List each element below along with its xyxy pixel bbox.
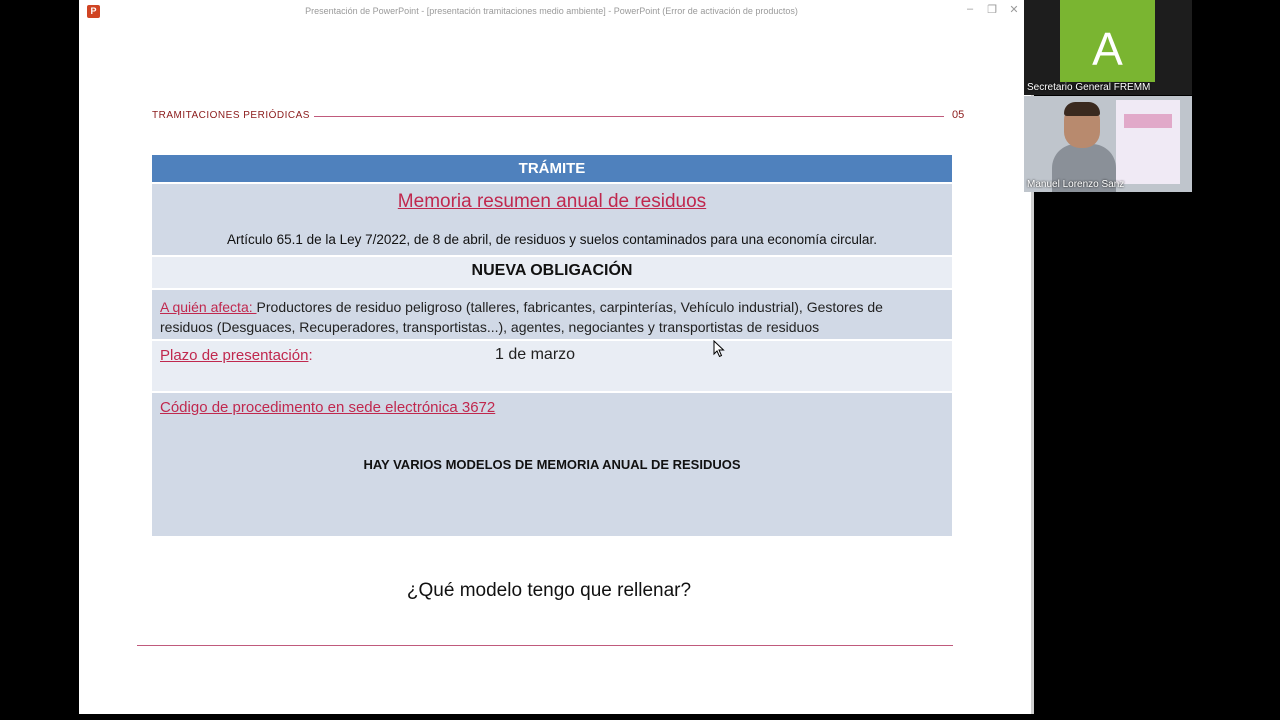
- participant-name: Manuel Lorenzo Sanz: [1027, 179, 1125, 190]
- slide-canvas: [79, 24, 1032, 714]
- window-controls: [964, 3, 1020, 16]
- nueva-obligacion: NUEVA OBLIGACIÓN: [471, 262, 633, 279]
- table-row: [152, 290, 952, 339]
- plazo-value: 1 de marzo: [495, 346, 576, 363]
- participant-name: Secretario General FREMM: [1027, 82, 1151, 93]
- page-number: 05: [952, 109, 965, 121]
- top-divider: [314, 116, 944, 117]
- section-title: TRAMITACIONES PERIÓDICAS: [152, 110, 310, 121]
- mouse-pointer-icon: [713, 340, 725, 358]
- minimize-button[interactable]: –: [966, 3, 974, 15]
- afecta-label: A quién afecta:: [160, 299, 257, 315]
- tramite-table: [152, 155, 952, 536]
- background-poster: [1116, 100, 1180, 184]
- afecta-cell: [160, 297, 932, 337]
- powerpoint-icon: P: [87, 5, 100, 18]
- table-row: [152, 257, 952, 288]
- articulo-text: Artículo 65.1 de la Ley 7/2022, de 8 de abril, de residuos y suelos contaminados para una economía circular.: [227, 232, 877, 247]
- powerpoint-title-bar: [79, 0, 1024, 25]
- window-title: Presentación de PowerPoint - [presentación tramitaciones medio ambiente] - PowerPoint (Error de activación de productos): [305, 6, 798, 16]
- table-row: [152, 393, 952, 536]
- participant-video-hair: [1064, 102, 1100, 116]
- plazo-cell: [160, 347, 313, 364]
- question-text: ¿Qué modelo tengo que rellenar?: [406, 580, 692, 601]
- participant-tile-manuel[interactable]: [1024, 96, 1192, 192]
- table-header: TRÁMITE: [152, 155, 952, 182]
- table-row: [152, 341, 952, 391]
- memoria-title: Memoria resumen anual de residuos: [397, 191, 707, 212]
- close-button[interactable]: ✕: [1009, 4, 1019, 16]
- table-row: [152, 184, 952, 255]
- varios-modelos: HAY VARIOS MODELOS DE MEMORIA ANUAL DE RESIDUOS: [363, 457, 741, 472]
- plazo-label: Plazo de presentación: [160, 347, 309, 364]
- codigo-procedimiento: Código de procedimento en sede electrónica 3672: [160, 399, 496, 416]
- afecta-text: Productores de residuo peligroso (talleres, fabricantes, carpinterías, Vehículo industrial), Gestores de residuos (Desguaces, Recuperadores, transportistas...), agentes, negociantes y transportistas de residuos: [160, 299, 883, 335]
- bottom-divider: [137, 645, 953, 646]
- avatar: A: [1060, 0, 1155, 82]
- plazo-colon: :: [308, 347, 313, 364]
- maximize-button[interactable]: ❐: [987, 4, 997, 16]
- participant-tile-secretario[interactable]: [1024, 0, 1192, 95]
